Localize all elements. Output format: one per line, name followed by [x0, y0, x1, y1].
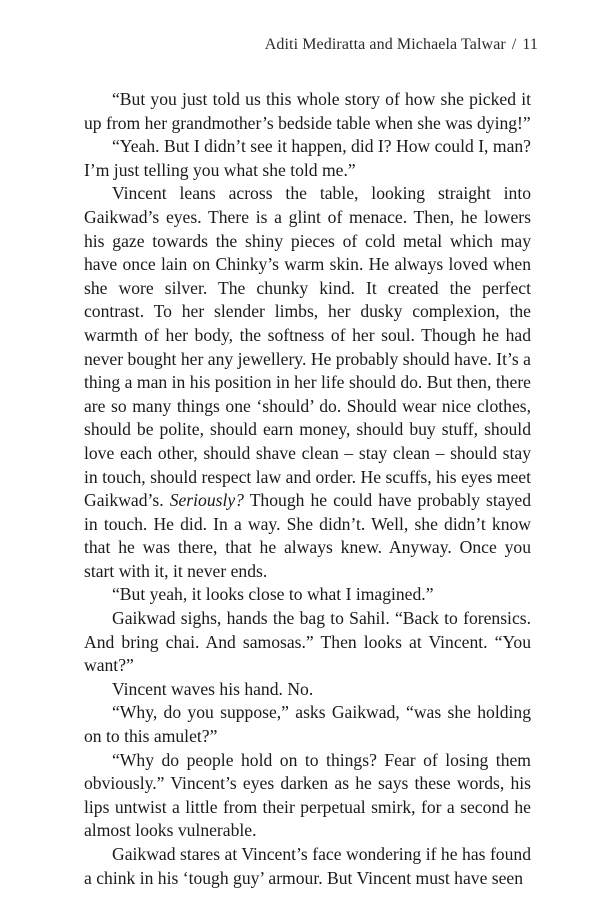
paragraph: “But you just told us this whole story of how she picked it up from her grandmother’s bedside table when she was dying!” [84, 89, 531, 133]
running-header [265, 36, 538, 54]
header-separator: / [511, 36, 517, 53]
paragraph-text: Vincent leans across the table, looking straight into Gaikwad’s eyes. There is a glint of menace. Then, he lowers his gaze towards the shiny pieces of cold metal which may have once lain on Chinky’s warm skin. He always loved when she wore silver. The chunky kind. It created the perfect contrast. To her slender limbs, her dusky complexion, the warmth of her body, the softness of her soul. Though he had never bought her any jewellery. He probably should have. It’s a thing a man in his position in her life should do. But then, there are so many things one ‘should’ do. Should wear nice clothes, should be polite, should earn money, should buy stuff, should love each other, should shave clean – stay clean – should stay in touch, should respect law and order. He scuffs, his eyes meet Gaikwad’s. [84, 183, 531, 511]
paragraph: “Why do people hold on to things? Fear of losing them obviously.” Vincent’s eyes darken as he says these words, his lips untwist a little from their perpetual smirk, for a second he almost looks vulnerable. [84, 749, 531, 841]
page-body [84, 88, 531, 890]
paragraph: Gaikwad sighs, hands the bag to Sahil. “Back to forensics. And bring chai. And samosas.” Then looks at Vincent. “You want?” [84, 608, 531, 676]
paragraph-text: Though he could have probably stayed in touch. He did. In a way. She didn’t. Well, she didn’t know that he was there, that he always knew. Anyway. Once you start with it, it never ends. [84, 490, 531, 581]
italic-emphasis: Seriously? [169, 490, 244, 511]
paragraph: “Why, do you suppose,” asks Gaikwad, “was she holding on to this amulet?” [84, 702, 531, 747]
paragraph: Gaikwad stares at Vincent’s face wondering if he has found a chink in his ‘tough guy’ armour. But Vincent must have seen [84, 844, 531, 888]
paragraph [84, 182, 531, 583]
paragraph: “But yeah, it looks close to what I imagined.” [112, 584, 434, 605]
running-head-title: Aditi Mediratta and Michaela Talwar [264, 36, 506, 53]
page-number: 11 [522, 36, 538, 53]
paragraph: Vincent waves his hand. No. [112, 678, 314, 699]
paragraph: “Yeah. But I didn’t see it happen, did I? How could I, man? I’m just telling you what she told me.” [84, 136, 531, 180]
